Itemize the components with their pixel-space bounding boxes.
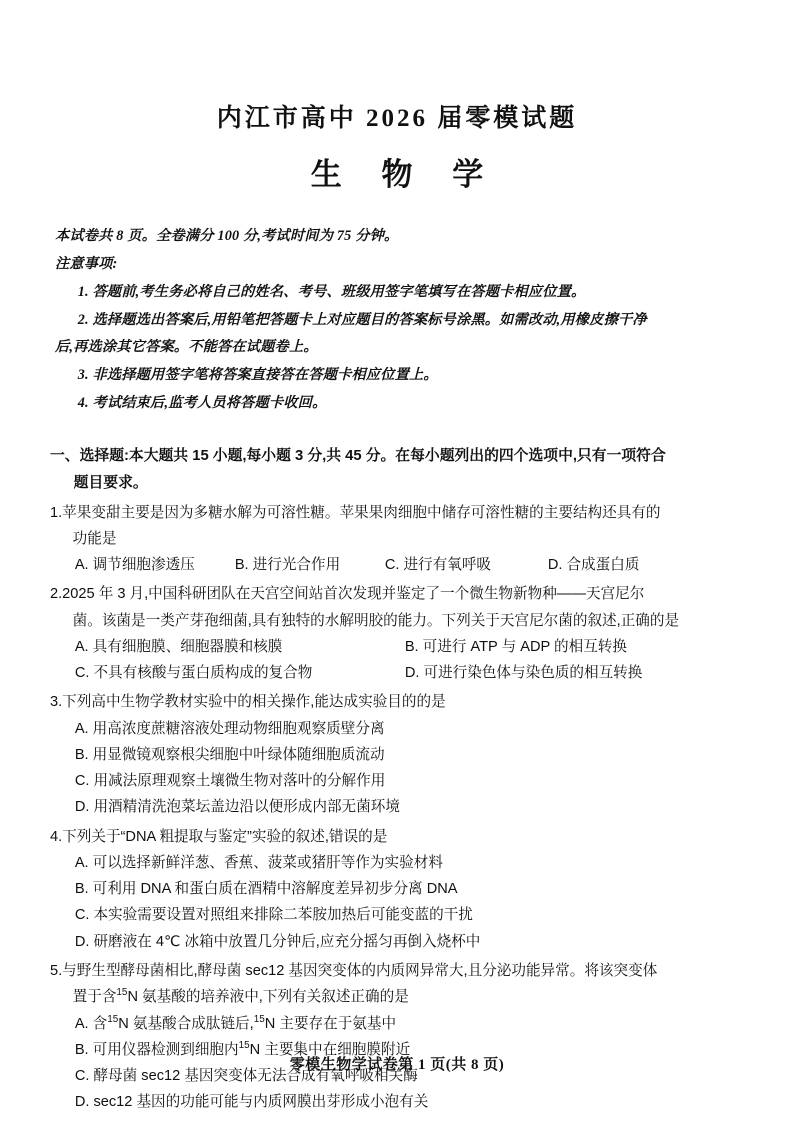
question-5-stem-line1: 与野生型酵母菌相比,酵母菌 sec12 基因突变体的内质网异常大,且分泌功能异常。将该突变体: [62, 963, 658, 980]
notice-item-4: 4. 考试结束后,监考人员将答题卡收回。: [77, 394, 327, 411]
question-5-option-d[interactable]: D. sec12 基因的功能可能与内质网膜出芽形成小泡有关: [74, 1094, 429, 1111]
question-2-stem-line2: 菌。该菌是一类产芽孢细菌,具有独特的水解明胶的能力。下列关于天宫尼尔菌的叙述,正确的是: [72, 612, 680, 629]
question-4-option-b[interactable]: B. 可利用 DNA 和蛋白质在酒精中溶解度差异初步分离 DNA: [74, 881, 458, 898]
question-4-option-d[interactable]: D. 研磨液在 4℃ 冰箱中放置几分钟后,应充分摇匀再倒入烧杯中: [74, 933, 481, 950]
question-1-stem-line2: 功能是: [72, 530, 117, 547]
nitrogen-15-superscript: 15: [107, 1013, 119, 1025]
question-1-option-b[interactable]: B. 进行光合作用: [234, 557, 341, 574]
question-5-option-a[interactable]: A. 含$^{15}$N 氨基酸合成肽链后,$^{15}$N 主要存在于氨基中: [74, 1013, 397, 1032]
question-5-number: 5.: [50, 963, 63, 980]
question-3-stem-line1: 下列高中生物学教材实验中的相关操作,能达成实验目的的是: [62, 694, 446, 711]
question-4-number: 4.: [50, 828, 63, 845]
question-2: [50, 581, 744, 686]
notice-item-2: 2. 选择题选出答案后,用铅笔把答题卡上对应题目的答案标号涂黑。如需改动,用橡皮擦干净: [77, 311, 647, 328]
section-heading-line1: 一、选择题:本大题共 15 小题,每小题 3 分,共 45 分。在每小题列出的四个选项中,只有一项符合: [50, 448, 666, 465]
question-3-option-b[interactable]: B. 用显微镜观察根尖细胞中叶绿体随细胞质流动: [74, 746, 385, 763]
notice-heading: 注意事项:: [55, 256, 118, 273]
question-2-option-c[interactable]: C. 不具有核酸与蛋白质构成的复合物: [74, 665, 313, 682]
question-5: [50, 958, 744, 1116]
question-1-number: 1.: [50, 504, 63, 521]
notice-item-1: 1. 答题前,考生务必将自己的姓名、考号、班级用签字笔填写在答题卡相应位置。: [77, 283, 586, 300]
question-3-option-d[interactable]: D. 用酒精清洗泡菜坛盖边沿以便形成内部无菌环境: [74, 799, 400, 816]
question-2-options: [50, 634, 744, 687]
question-4-stem: [50, 824, 744, 850]
section-heading-line2: 题目要求。: [73, 474, 148, 491]
question-3-number: 3.: [50, 694, 63, 711]
question-4: [50, 824, 744, 955]
nitrogen-15-superscript: 15: [238, 1039, 250, 1051]
question-5-option-b[interactable]: B. 可用仪器检测到细胞内$^{15}$N 主要集中在细胞膜附近: [74, 1039, 411, 1058]
question-4-options: [50, 850, 744, 955]
question-3-options: [50, 716, 744, 821]
page-title: 内江市高中 2026 届零模试题: [216, 105, 578, 132]
question-2-number: 2.: [50, 586, 63, 603]
notice-item-2-cont: 后,再选涂其它答案。不能答在试题卷上。: [55, 339, 318, 356]
notice-item-3: 3. 非选择题用签字笔将答案直接答在答题卡相应位置上。: [77, 366, 438, 383]
question-3: [50, 689, 744, 820]
question-1-stem: [50, 500, 744, 553]
question-1: [50, 500, 744, 579]
question-2-stem: [50, 581, 744, 634]
question-2-option-row-1: [75, 634, 744, 660]
question-1-option-d[interactable]: D. 合成蛋白质: [547, 557, 640, 574]
question-1-option-a[interactable]: A. 调节细胞渗透压: [74, 557, 195, 574]
section-heading: [50, 443, 744, 496]
exam-summary: 本试卷共 8 页。全卷满分 100 分,考试时间为 75 分钟。: [55, 228, 399, 245]
question-4-option-c[interactable]: C. 本实验需要设置对照组来排除二苯胺加热后可能变蓝的干扰: [74, 907, 473, 924]
question-4-stem-line1: 下列关于“DNA 粗提取与鉴定”实验的叙述,错误的是: [62, 828, 388, 845]
nitrogen-15-superscript: 15: [253, 1013, 265, 1025]
subject-title: 生 物 学: [310, 157, 500, 193]
question-1-stem-line1: 苹果变甜主要是因为多糖水解为可溶性糖。苹果果肉细胞中储存可溶性糖的主要结构还具有的: [62, 504, 661, 521]
question-5-stem: [50, 958, 744, 1011]
question-5-stem-line2-post: N 氨基酸的培养液中,下列有关叙述正确的是: [127, 989, 409, 1006]
question-5-stem-line2: [73, 984, 744, 1010]
page-footer: 零模生物学试卷第 1 页(共 8 页): [289, 1057, 505, 1073]
question-2-option-a[interactable]: A. 具有细胞膜、细胞器膜和核膜: [74, 638, 283, 655]
question-3-option-c[interactable]: C. 用减法原理观察土壤微生物对落叶的分解作用: [74, 773, 386, 790]
question-1-option-c[interactable]: C. 进行有氧呼吸: [384, 557, 492, 574]
question-2-option-row-2: [75, 660, 744, 686]
question-3-option-a[interactable]: A. 用高浓度蔗糖溶液处理动物细胞观察质壁分离: [74, 720, 385, 737]
nitrogen-15-superscript: 15: [116, 987, 128, 999]
question-1-options: [50, 552, 744, 578]
question-section: [50, 443, 744, 1115]
notice-block: [55, 223, 739, 417]
question-2-option-d[interactable]: D. 可进行染色体与染色质的相互转换: [404, 665, 643, 682]
question-5-stem-line2-pre: 置于含: [72, 989, 117, 1006]
question-5-option-c[interactable]: C. 酵母菌 sec12 基因突变体无法合成有氧呼吸相关酶: [74, 1068, 418, 1085]
question-2-stem-line1: 2025 年 3 月,中国科研团队在天宫空间站首次发现并鉴定了一个微生物新物种——天宫尼尔: [62, 586, 645, 603]
question-3-stem: [50, 689, 744, 715]
question-4-option-a[interactable]: A. 可以选择新鲜洋葱、香蕉、菠菜或猪肝等作为实验材料: [74, 854, 443, 871]
question-2-option-b[interactable]: B. 可进行 ATP 与 ADP 的相互转换: [404, 638, 627, 655]
